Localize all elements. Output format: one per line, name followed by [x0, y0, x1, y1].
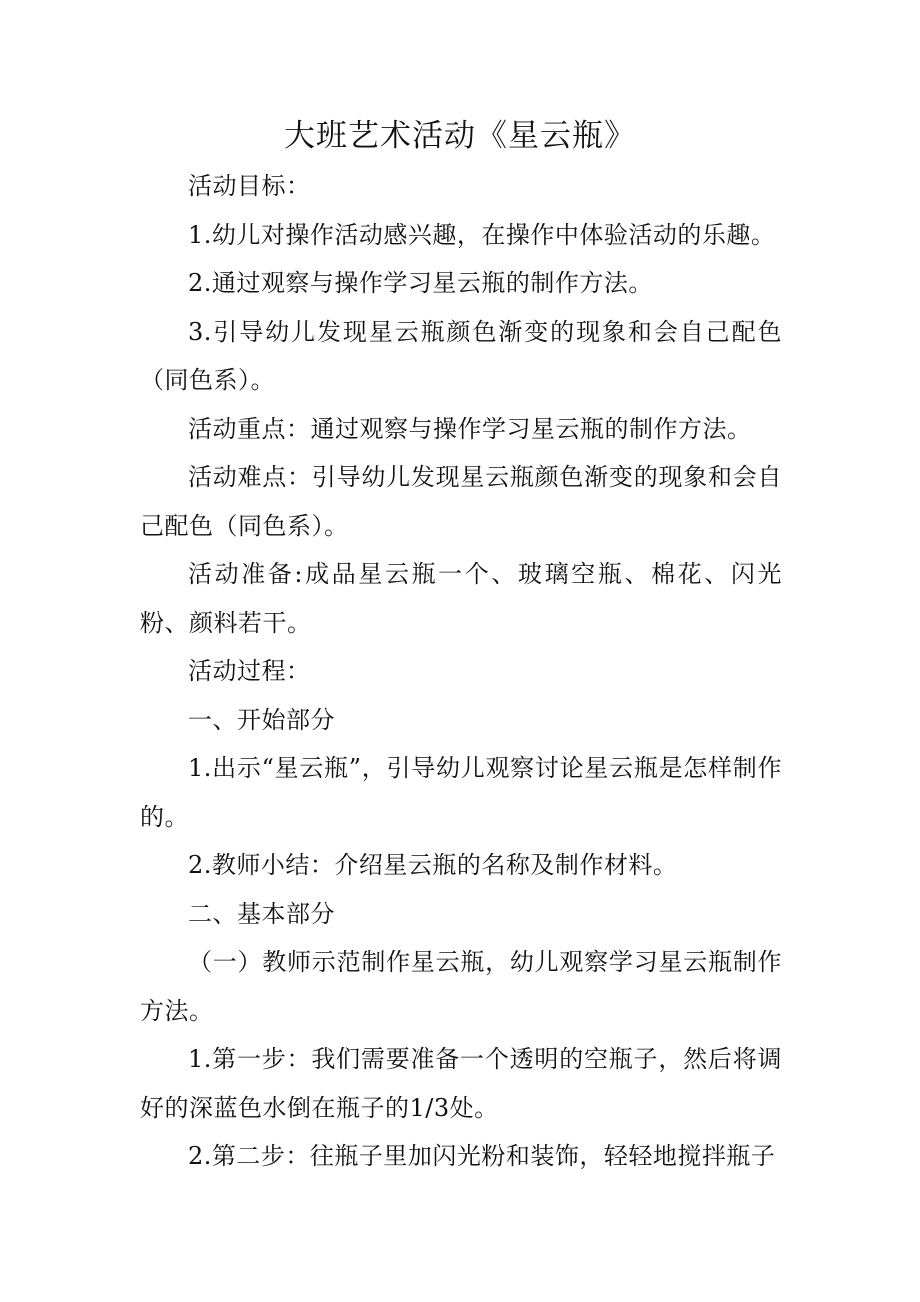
paragraph-step-2: 2.第二步：往瓶子里加闪光粉和装饰，轻轻地搅拌瓶子	[188, 1142, 776, 1170]
document-title: 大班艺术活动《星云瓶》	[284, 118, 636, 154]
paragraph-objective-1: 1.幼儿对操作活动感兴趣，在操作中体验活动的乐趣。	[188, 220, 776, 249]
paragraph-section-two-heading: 二、基本部分	[188, 899, 335, 928]
paragraph-objective-2: 2.通过观察与操作学习星云瓶的制作方法。	[188, 269, 653, 297]
document-body	[140, 162, 782, 1181]
paragraph-process-heading: 活动过程：	[188, 657, 311, 685]
paragraph-section-one-item-2: 2.教师小结：介绍星云瓶的名称及制作材料。	[188, 851, 678, 879]
paragraph-preparation: 活动准备:成品星云瓶一个、玻璃空瓶、棉花、闪光粉、颜料若干。	[140, 560, 782, 637]
paragraph-objective-3: 3.引导幼儿发现星云瓶颜色渐变的现象和会自己配色（同色系）。	[140, 317, 782, 394]
paragraph-objectives-heading: 活动目标：	[188, 172, 311, 200]
paragraph-demonstration: （一）教师示范制作星云瓶，幼儿观察学习星云瓶制作方法。	[140, 948, 782, 1025]
paragraph-section-one-item-1: 1.出示“星云瓶”，引导幼儿观察讨论星云瓶是怎样制作的。	[140, 754, 782, 831]
paragraph-section-one-heading: 一、开始部分	[188, 705, 335, 734]
paragraph-key-point: 活动重点：通过观察与操作学习星云瓶的制作方法。	[188, 414, 752, 443]
paragraph-difficulty: 活动难点：引导幼儿发现星云瓶颜色渐变的现象和会自己配色（同色系）。	[140, 463, 782, 540]
paragraph-step-1: 1.第一步：我们需要准备一个透明的空瓶子，然后将调好的深蓝色水倒在瓶子的1/3处。	[140, 1045, 782, 1122]
